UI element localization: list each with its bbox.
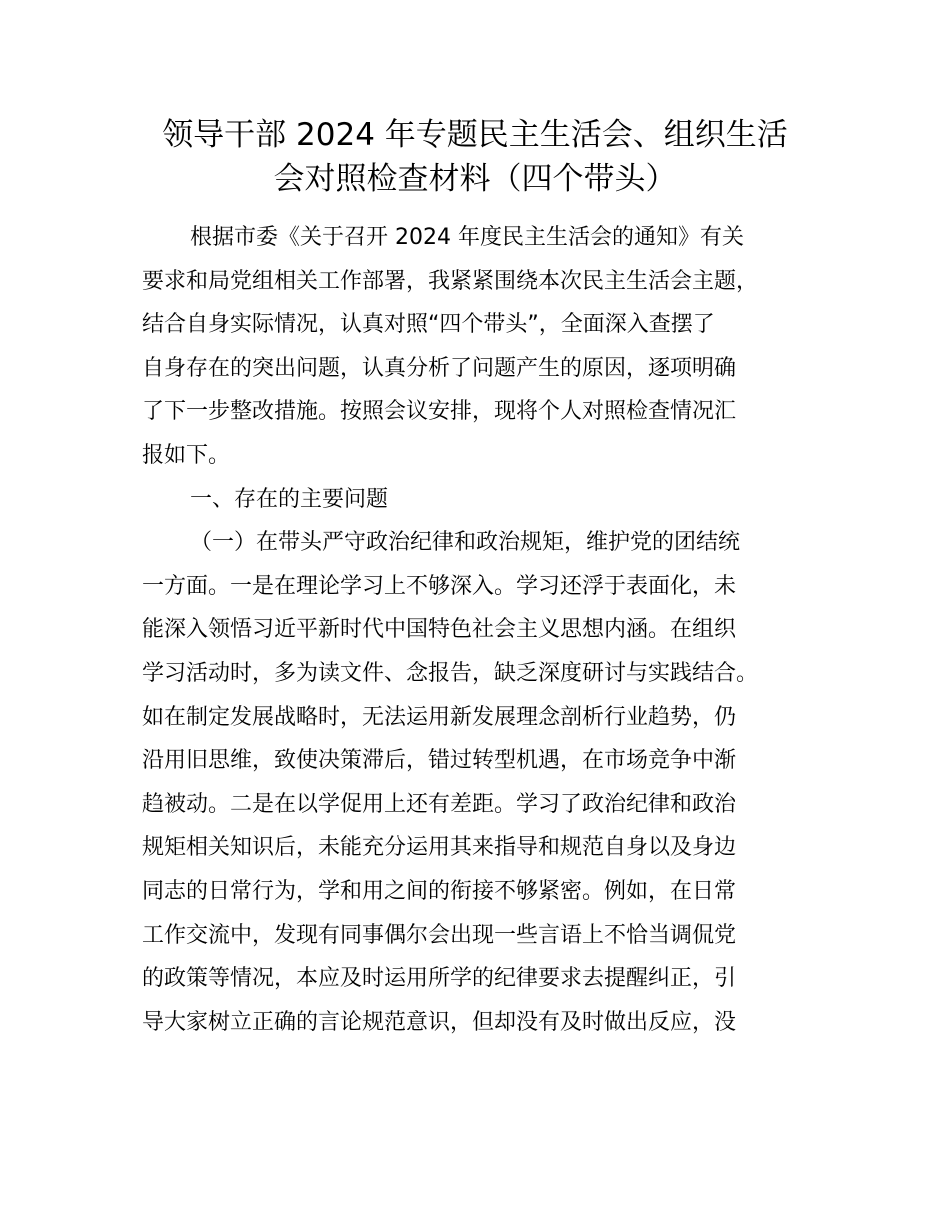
title-line-1: 领导干部 2024 年专题民主生活会、组织生活 [162, 117, 788, 153]
text-line: 报如下。 [142, 442, 231, 468]
text-line: 同志的日常行为，学和用之间的衔接不够紧密。例如，在日常 [142, 878, 737, 904]
subsection-paragraph [142, 521, 822, 1044]
intro-paragraph [142, 216, 822, 478]
text-line: 根据市委《关于召开 2024 年度民主生活会的通知》有关 [190, 225, 744, 250]
text-line: 了下一步整改措施。按照会议安排，现将个人对照检查情况汇 [142, 399, 737, 425]
text-line: 结合自身实际情况，认真对照“四个带头”，全面深入查摆了 [142, 312, 715, 338]
text-line: 如在制定发展战略时，无法运用新发展理念剖析行业趋势，仍 [142, 704, 737, 730]
text-line: （一）在带头严守政治纪律和政治规矩，维护党的团结统 [190, 530, 741, 556]
document-body [142, 216, 822, 1044]
text-line: 趋被动。二是在以学促用上还有差距。学习了政治纪律和政治 [142, 791, 737, 817]
text-line: 能深入领悟习近平新时代中国特色社会主义思想内涵。在组织 [142, 617, 737, 643]
text-line: 一方面。一是在理论学习上不够深入。学习还浮于表面化，未 [142, 573, 737, 599]
text-line: 学习活动时，多为读文件、念报告，缺乏深度研讨与实践结合。 [142, 660, 759, 686]
text-line: 沿用旧思维，致使决策滞后，错过转型机遇，在市场竞争中渐 [142, 748, 737, 774]
text-line: 的政策等情况，本应及时运用所学的纪律要求去提醒纠正，引 [142, 966, 737, 992]
text-line: 工作交流中，发现有同事偶尔会出现一些言语上不恰当调侃党 [142, 922, 737, 948]
text-line: 规矩相关知识后，未能充分运用其来指导和规范自身以及身边 [142, 835, 737, 861]
document-title [100, 113, 850, 201]
title-line-2: 会对照检查材料（四个带头） [273, 161, 677, 197]
text-line: 导大家树立正确的言论规范意识，但却没有及时做出反应，没 [142, 1009, 737, 1035]
text-line: 要求和局党组相关工作部署，我紧紧围绕本次民主生活会主题， [142, 268, 759, 294]
text-line: 自身存在的突出问题，认真分析了问题产生的原因，逐项明确 [142, 355, 737, 381]
section-heading: 一、存在的主要问题 [190, 486, 389, 512]
